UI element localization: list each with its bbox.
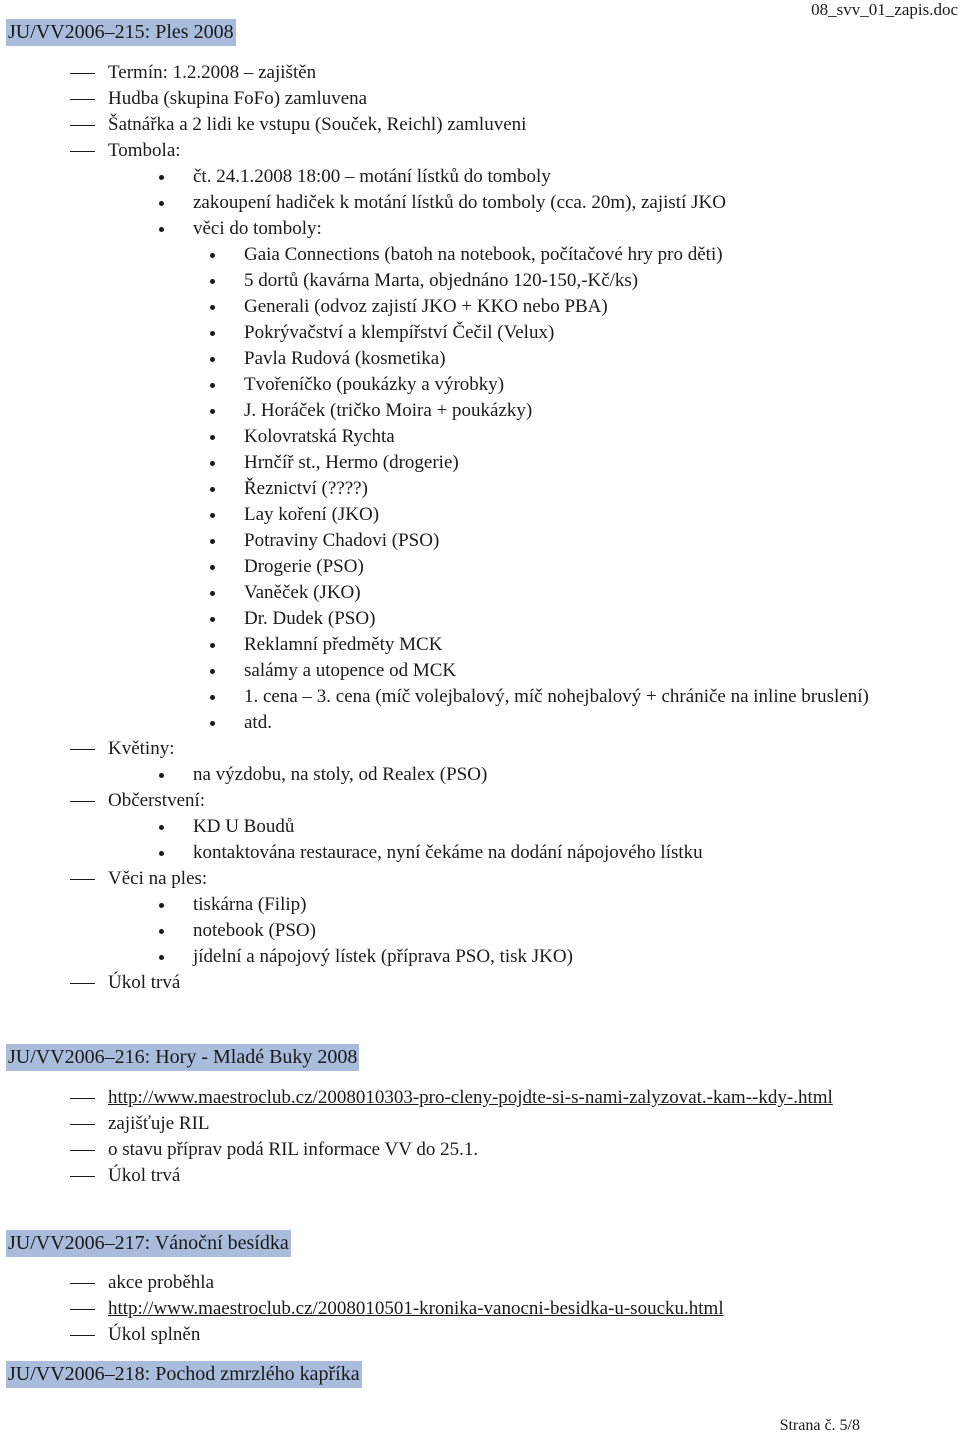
section-heading-215: JU/VV2006–215: Ples 2008: [6, 19, 236, 46]
list-item: 1. cena – 3. cena (míč volejbalový, míč nohejbalový + chrániče na inline bruslení): [0, 684, 960, 710]
list-item: zakoupení hadiček k motání lístků do tomboly (cca. 20m), zajistí JKO: [0, 190, 960, 216]
section-heading-217: JU/VV2006–217: Vánoční besídka: [6, 1230, 291, 1257]
document-filename: 08_svv_01_zapis.doc: [811, 0, 958, 19]
tombola-sublist: [108, 164, 960, 736]
list-item: na výzdobu, na stoly, od Realex (PSO): [0, 762, 960, 788]
list-item: J. Horáček (tričko Moira + poukázky): [0, 398, 960, 424]
veci-sublist: [193, 242, 960, 736]
list-item-obcerstveni: Občerstvení: KD U Boudů kontaktována restaurace, nyní čekáme na dodání nápojového lístku: [0, 788, 960, 866]
section-216-list: [0, 1085, 960, 1189]
list-item: Drogerie (PSO): [0, 554, 960, 580]
list-item: Generali (odvoz zajistí JKO + KKO nebo PBA): [0, 294, 960, 320]
list-item: Lay koření (JKO): [0, 502, 960, 528]
list-item: kontaktována restaurace, nyní čekáme na dodání nápojového lístku: [0, 840, 960, 866]
list-item: zajišťuje RIL: [0, 1111, 960, 1137]
section-217-list: [0, 1270, 960, 1348]
list-item-link: [0, 1085, 960, 1111]
list-item: Kolovratská Rychta: [0, 424, 960, 450]
list-item: Dr. Dudek (PSO): [0, 606, 960, 632]
list-item-veci-na-ples: Věci na ples: tiskárna (Filip) notebook (PSO) jídelní a nápojový lístek (příprava PSO, tisk JKO): [0, 866, 960, 970]
list-item: atd.: [0, 710, 960, 736]
list-item: Hrnčíř st., Hermo (drogerie): [0, 450, 960, 476]
list-item: o stavu příprav podá RIL informace VV do 25.1.: [0, 1137, 960, 1163]
list-item: Tvořeníčko (poukázky a výrobky): [0, 372, 960, 398]
page-number: Strana č. 5/8: [779, 1417, 860, 1434]
list-item: akce proběhla: [0, 1270, 960, 1296]
list-item: 5 dortů (kavárna Marta, objednáno 120-150,-Kč/ks): [0, 268, 960, 294]
list-item: salámy a utopence od MCK: [0, 658, 960, 684]
list-item-ukol: Úkol splněn: [0, 1322, 960, 1348]
list-item: Reklamní předměty MCK: [0, 632, 960, 658]
list-item: Vaněček (JKO): [0, 580, 960, 606]
obcerstveni-sublist: [108, 814, 960, 866]
list-item: jídelní a nápojový lístek (příprava PSO, tisk JKO): [0, 944, 960, 970]
list-item: Hudba (skupina FoFo) zamluvena: [0, 86, 960, 112]
list-item: Řeznictví (????): [0, 476, 960, 502]
list-item: Termín: 1.2.2008 – zajištěn: [0, 60, 960, 86]
list-item: Šatnářka a 2 lidi ke vstupu (Souček, Reichl) zamluveni: [0, 112, 960, 138]
list-item-ukol: Úkol trvá: [0, 970, 960, 996]
maestroclub-besidka-link[interactable]: http://www.maestroclub.cz/2008010501-kronika-vanocni-besidka-u-soucku.html: [108, 1298, 724, 1319]
list-item: Gaia Connections (batoh na notebook, počítačové hry pro děti): [0, 242, 960, 268]
maestroclub-hory-link[interactable]: http://www.maestroclub.cz/2008010303-pro-cleny-pojdte-si-s-nami-zalyzovat.-kam--kdy-.html: [108, 1087, 833, 1108]
list-item: Pokrývačství a klempířství Čečil (Velux): [0, 320, 960, 346]
list-item: KD U Boudů: [0, 814, 960, 840]
list-item-ukol: Úkol trvá: [0, 1163, 960, 1189]
veci-na-ples-sublist: [108, 892, 960, 970]
list-item: Pavla Rudová (kosmetika): [0, 346, 960, 372]
list-item-link: [0, 1296, 960, 1322]
list-item: notebook (PSO): [0, 918, 960, 944]
list-item-veci: věci do tomboly: Gaia Connections (batoh na notebook, počítačové hry pro děti) 5 dortů (kavárna Marta, objednáno 120-150,-Kč/ks) Generali (odvoz zajistí JKO + KKO nebo PBA) Pokrývačství a klempířství Čečil (Velux) Pavla Rudová (kosmetika) Tvořeníčko (poukázky a výrobky) J. Horáček (tričko Moira + poukázky) Kolovratská Rychta Hrnčíř st., Hermo (drogerie) Řeznictví (????) Lay koření (JKO) Potraviny Chadovi (PSO) Drogerie (PSO) Vaněček (JKO) Dr. Dudek (PSO) Reklamní předměty MCK salámy a utopence od MCK 1. cena – 3. cena (míč volejbalový, míč nohejbalový + chrániče na inline bruslení) atd.: [0, 216, 960, 736]
list-item: čt. 24.1.2008 18:00 – motání lístků do tomboly: [0, 164, 960, 190]
list-item-kvetiny: Květiny: na výzdobu, na stoly, od Realex (PSO): [0, 736, 960, 788]
section-heading-216: JU/VV2006–216: Hory - Mladé Buky 2008: [6, 1044, 359, 1071]
section-215-list: [0, 60, 960, 996]
list-item: Potraviny Chadovi (PSO): [0, 528, 960, 554]
section-heading-218: JU/VV2006–218: Pochod zmrzlého kapříka: [6, 1361, 362, 1388]
list-item: tiskárna (Filip): [0, 892, 960, 918]
kvetiny-sublist: [108, 762, 960, 788]
list-item-tombola: Tombola: čt. 24.1.2008 18:00 – motání lístků do tomboly zakoupení hadiček k motání lístků do tomboly (cca. 20m), zajistí JKO věci do tomboly: Gaia Connections (batoh na notebook, počítačové hry pro děti) 5 dortů (kavárna Marta, objednáno 120-150,-Kč/ks) Generali (odvoz zajistí JKO + KKO nebo PBA) Pokrývačství a klempířství Čečil (Velux) Pavla Rudová (kosmetika) Tvořeníčko (poukázky a výrobky) J. Horáček (tričko Moira + poukázky) Kolovratská Rychta Hrnčíř st., Hermo (drogerie) Řeznictví (????) Lay koření (JKO) Potraviny Chadovi (PSO) Drogerie (PSO) Vaněček (JKO) Dr. Dudek (PSO) Reklamní předměty MCK salámy a utopence od MCK 1. cena – 3. cena (míč volejbalový, míč nohejbalový + chrániče na inline bruslení) atd.: [0, 138, 960, 736]
